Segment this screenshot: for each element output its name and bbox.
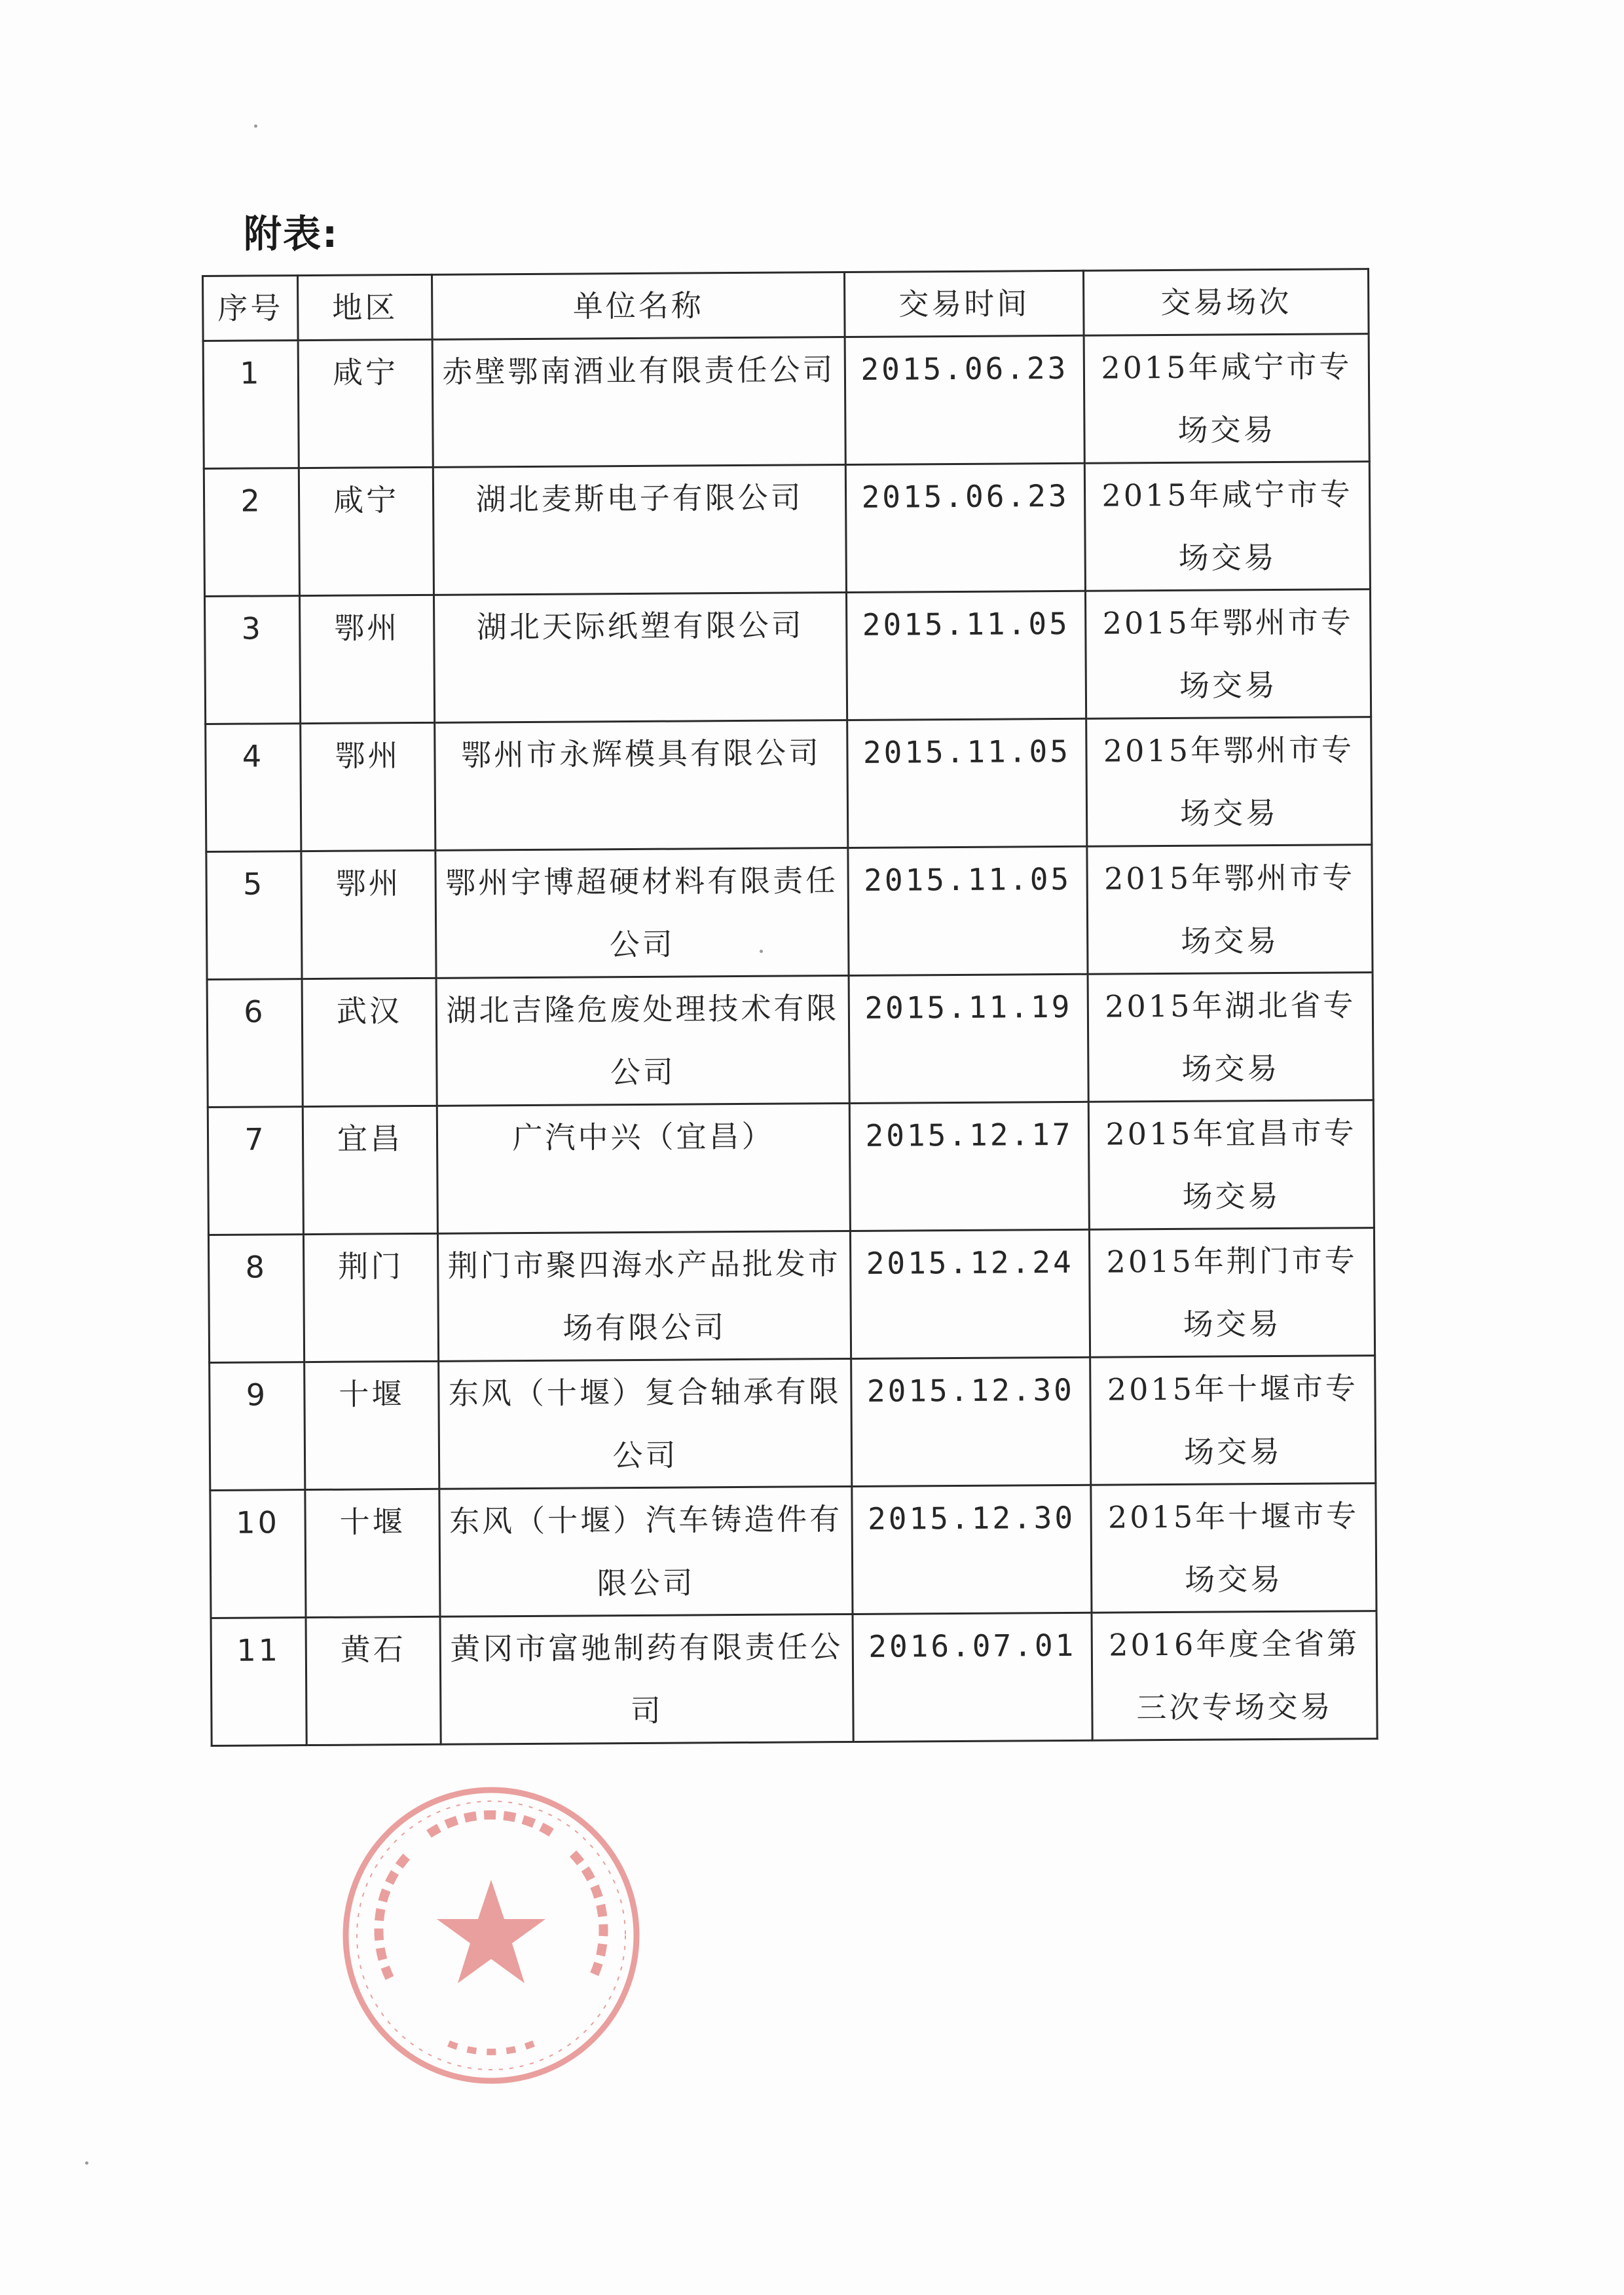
- cell-company: 鄂州市永辉模具有限公司: [435, 720, 848, 850]
- table-row: [211, 1611, 1377, 1746]
- page-title: 附表:: [244, 212, 339, 256]
- header-no: 序号: [203, 276, 299, 341]
- cell-date: 2015.12.30: [851, 1357, 1091, 1486]
- header-date: 交易时间: [844, 271, 1084, 337]
- cell-date: 2015.12.17: [849, 1102, 1089, 1231]
- cell-session: 2015年鄂州市专场交易: [1085, 589, 1371, 719]
- table-row: [210, 1483, 1376, 1618]
- table-row: [206, 717, 1372, 852]
- cell-company: 东风（十堰）汽车铸造件有限公司: [439, 1486, 853, 1616]
- cell-region: 鄂州: [301, 850, 436, 979]
- cell-date: 2016.07.01: [853, 1613, 1092, 1742]
- table-row: [208, 1100, 1374, 1235]
- cell-company: 荆门市聚四海水产品批发市场有限公司: [437, 1231, 851, 1361]
- cell-session: 2015年鄂州市专场交易: [1087, 845, 1373, 975]
- cell-no: 5: [206, 851, 302, 980]
- cell-region: 咸宁: [298, 339, 433, 468]
- cell-region: 宜昌: [303, 1106, 437, 1234]
- cell-region: 黄石: [306, 1616, 441, 1745]
- cell-company: 黄冈市富驰制药有限责任公司: [440, 1614, 853, 1744]
- cell-no: 1: [203, 341, 299, 469]
- cell-session: 2015年鄂州市专场交易: [1086, 717, 1372, 847]
- table-row: [203, 334, 1369, 469]
- table-row: [207, 973, 1373, 1108]
- cell-company: 湖北吉隆危废处理技术有限公司: [436, 975, 849, 1106]
- cell-session: 2015年宜昌市专场交易: [1088, 1100, 1374, 1230]
- cell-no: 4: [206, 724, 301, 852]
- cell-company: 鄂州宇博超硬材料有限责任公司: [435, 848, 849, 978]
- header-company: 单位名称: [432, 272, 845, 340]
- cell-company: 赤壁鄂南酒业有限责任公司: [432, 337, 845, 468]
- cell-no: 3: [204, 596, 300, 724]
- cell-no: 10: [210, 1490, 306, 1618]
- cell-session: 2015年湖北省专场交易: [1088, 973, 1373, 1102]
- header-session: 交易场次: [1083, 269, 1369, 336]
- cell-company: 广汽中兴（宜昌）: [437, 1103, 850, 1233]
- cell-company: 东风（十堰）复合轴承有限公司: [439, 1358, 852, 1489]
- cell-date: 2015.11.05: [847, 718, 1087, 848]
- cell-region: 鄂州: [301, 722, 435, 851]
- transaction-table: [202, 268, 1378, 1747]
- cell-date: 2015.12.30: [852, 1485, 1092, 1614]
- cell-date: 2015.11.19: [849, 974, 1088, 1103]
- cell-no: 7: [208, 1107, 303, 1235]
- cell-date: 2015.06.23: [845, 463, 1085, 592]
- cell-session: 2015年荆门市专场交易: [1089, 1228, 1375, 1358]
- cell-date: 2015.12.24: [850, 1229, 1090, 1358]
- cell-region: 咸宁: [299, 467, 434, 595]
- cell-session: 2015年十堰市专场交易: [1091, 1483, 1376, 1613]
- cell-region: 武汉: [302, 978, 437, 1106]
- cell-no: 6: [207, 979, 303, 1108]
- table-header-row: [203, 269, 1369, 341]
- table-row: [210, 1356, 1376, 1491]
- cell-date: 2015.11.05: [848, 846, 1088, 975]
- cell-session: 2015年咸宁市专场交易: [1084, 462, 1370, 591]
- table-row: [208, 1228, 1375, 1363]
- cell-date: 2015.11.05: [846, 591, 1086, 720]
- scan-speck: [85, 2161, 88, 2165]
- cell-no: 8: [208, 1235, 304, 1363]
- cell-region: 十堰: [305, 1489, 440, 1617]
- scan-speck: [760, 950, 763, 953]
- table-row: [206, 845, 1373, 980]
- scan-speck: [254, 124, 257, 128]
- cell-region: 十堰: [304, 1361, 439, 1489]
- cell-company: 湖北麦斯电子有限公司: [433, 464, 846, 595]
- cell-no: 2: [204, 468, 299, 597]
- cell-session: 2015年咸宁市专场交易: [1084, 334, 1369, 464]
- table-row: [204, 589, 1371, 724]
- cell-session: 2016年度全省第三次专场交易: [1092, 1611, 1377, 1741]
- cell-region: 鄂州: [299, 595, 434, 723]
- table-row: [204, 462, 1370, 597]
- cell-no: 9: [210, 1362, 305, 1491]
- cell-date: 2015.06.23: [845, 335, 1084, 464]
- cell-company: 湖北天际纸塑有限公司: [434, 592, 847, 722]
- cell-session: 2015年十堰市专场交易: [1090, 1356, 1376, 1485]
- cell-region: 荆门: [303, 1233, 438, 1362]
- cell-no: 11: [211, 1618, 306, 1746]
- header-region: 地区: [298, 274, 433, 340]
- red-star-seal-icon: [337, 1782, 645, 2089]
